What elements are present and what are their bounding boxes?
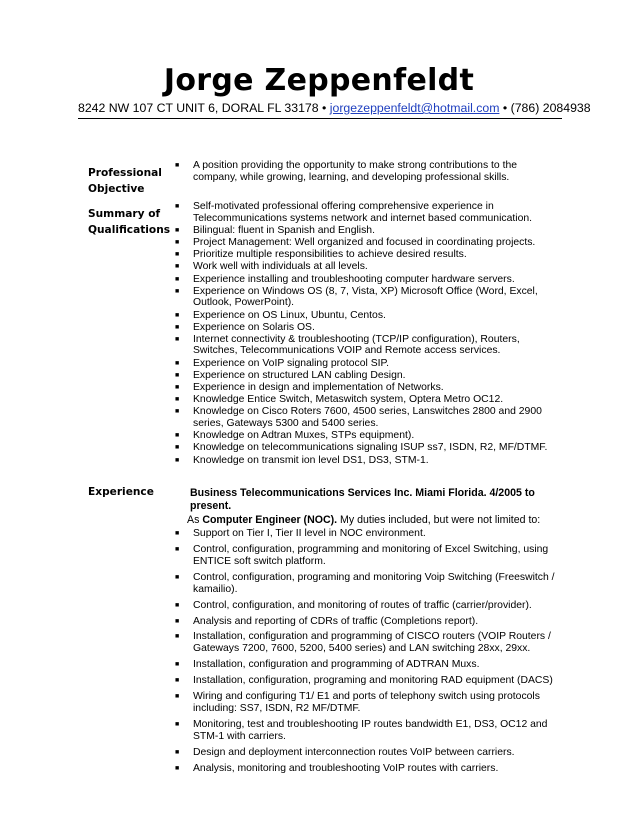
qualifications-list bbox=[172, 201, 562, 467]
list-item: ■ Knowledge Entice Switch, Metaswitch system, Optera Metro OC12. bbox=[175, 394, 504, 406]
list-item: ■ Control, configuration, programming and monitoring of Excel Switching, using ENTICE soft switch platform. bbox=[175, 543, 549, 567]
bullet-icon: ■ bbox=[175, 251, 180, 259]
summary-label-line1: Summary of bbox=[88, 208, 161, 220]
list-item: ■ Knowledge on Cisco Roters 7600, 4500 series, Lanswitches 2800 and 2900 series, Gateways 5300 and 5400 series. bbox=[175, 406, 542, 429]
bullet-icon: ■ bbox=[175, 456, 180, 464]
bullet-icon: ■ bbox=[175, 275, 180, 283]
list-item: ■ Installation, configuration, programing and monitoring RAD equipment (DACS) bbox=[175, 675, 553, 687]
bullet-icon: ■ bbox=[175, 287, 180, 295]
bullet-icon: ■ bbox=[175, 721, 180, 729]
list-item: ■ Bilingual: fluent in Spanish and English. bbox=[175, 224, 375, 236]
list-item: ■ Knowledge on transmit ion level DS1, DS3, STM-1. bbox=[175, 454, 429, 466]
list-item: ■ Analysis and reporting of CDRs of traffic (Completions report). bbox=[175, 615, 479, 627]
list-item: ■ Knowledge on telecommunications signaling ISUP ss7, ISDN, R2, MF/DTMF. bbox=[175, 442, 548, 454]
bullet-icon: ■ bbox=[175, 359, 180, 367]
list-item: ■ Installation, configuration and programming of ADTRAN Muxs. bbox=[175, 659, 480, 671]
bullet-icon: ■ bbox=[175, 748, 180, 756]
bullet-icon: ■ bbox=[175, 396, 180, 404]
bullet-icon: ■ bbox=[175, 263, 180, 271]
list-item: ■ Experience on OS Linux, Ubuntu, Centos. bbox=[175, 309, 386, 321]
bullet-icon: ■ bbox=[175, 432, 180, 440]
experience-label: Experience bbox=[88, 486, 154, 498]
bullet-icon: ■ bbox=[175, 693, 180, 701]
bullet-icon: ■ bbox=[175, 238, 180, 246]
role-prefix: As bbox=[187, 514, 203, 526]
bullet-icon: ■ bbox=[175, 203, 180, 210]
list-item: ■ Experience on structured LAN cabling Design. bbox=[175, 369, 406, 381]
bullet-icon: ■ bbox=[175, 530, 180, 537]
bullet-icon: ■ bbox=[175, 661, 180, 669]
list-item: ■ Installation, configuration and programming of CISCO routers (VOIP Routers / Gateways 7200, 7600, 5200, 5400 series) and LAN switching 28xx, 29xx. bbox=[175, 631, 551, 655]
summary-label-line2: Qualifications bbox=[88, 224, 171, 236]
objective-label bbox=[88, 165, 162, 197]
bullet-icon: ■ bbox=[175, 573, 180, 581]
list-item: ■ Design and deployment interconnection routes VoIP between carriers. bbox=[175, 746, 515, 758]
bullet-icon: ■ bbox=[175, 162, 180, 169]
list-item: ■ Wiring and configuring T1/ E1 and ports of telephony switch using protocols including: SS7, ISDN, R2 MF/DTMF. bbox=[175, 691, 540, 715]
list-item: ■ Control, configuration, and monitoring of routes of traffic (carrier/provider). bbox=[175, 599, 532, 611]
list-item: ■ Experience installing and troubleshooting computer hardware servers. bbox=[175, 273, 515, 285]
address: 8242 NW 107 CT UNIT 6, DORAL FL 33178 bbox=[78, 101, 319, 115]
list-item: ■ Experience in design and implementation of Networks. bbox=[175, 382, 444, 394]
list-item: ■ Analysis, monitoring and troubleshooting VoIP routes with carriers. bbox=[175, 762, 499, 774]
list-item: ■ Experience on Windows OS (8, 7, Vista, XP) Microsoft Office (Word, Excel, Outlook, PowerPoint). bbox=[175, 285, 538, 309]
bullet-icon: ■ bbox=[175, 335, 180, 343]
candidate-name: Jorge Zeppenfeldt bbox=[163, 63, 475, 98]
bullet-icon: ■ bbox=[175, 764, 180, 772]
list-item: ■ Project Management: Well organized and focused in coordinating projects. bbox=[175, 236, 536, 248]
list-item: ■ Experience on Solaris OS. bbox=[175, 321, 315, 333]
header-divider bbox=[78, 118, 562, 119]
list-item: ■ A position providing the opportunity to make strong contributions to the company, while growing, learning, and developing professional skills. bbox=[175, 160, 518, 183]
bullet-icon: ■ bbox=[175, 323, 180, 331]
separator-2: • bbox=[502, 101, 508, 115]
list-item: ■ Support on Tier I, Tier II level in NOC environment. bbox=[175, 528, 426, 539]
bullet-icon: ■ bbox=[175, 677, 180, 685]
role-suffix: My duties included, but were not limited to: bbox=[337, 514, 541, 526]
objective-label-line1: Professional bbox=[88, 167, 162, 179]
objective-label-line2: Objective bbox=[88, 183, 145, 195]
bullet-icon: ■ bbox=[175, 444, 180, 452]
list-item: ■ Experience on VoIP signaling protocol SIP. bbox=[175, 357, 390, 369]
list-item: ■ Prioritize multiple responsibilities to achieve desired results. bbox=[175, 249, 467, 261]
bullet-icon: ■ bbox=[175, 384, 180, 392]
bullet-icon: ■ bbox=[175, 617, 180, 625]
phone: (786) 2084938 bbox=[510, 101, 591, 115]
job-company-line: Business Telecommunications Services Inc. Miami Florida. 4/2005 to present. bbox=[190, 487, 535, 512]
summary-label bbox=[88, 206, 170, 238]
role-title: Computer Engineer (NOC). bbox=[202, 514, 338, 526]
bullet-icon: ■ bbox=[175, 545, 180, 553]
list-item: ■ Monitoring, test and troubleshooting IP routes bandwidth E1, DS3, OC12 and STM-1 with carriers. bbox=[175, 719, 548, 743]
duties-list bbox=[172, 528, 564, 779]
bullet-icon: ■ bbox=[175, 408, 180, 416]
list-item: ■ Work well with individuals at all levels. bbox=[175, 261, 368, 273]
bullet-icon: ■ bbox=[175, 633, 180, 641]
email-link[interactable]: jorgezeppenfeldt@hotmail.com bbox=[329, 101, 500, 115]
contact-line bbox=[78, 101, 591, 116]
bullet-icon: ■ bbox=[175, 371, 180, 379]
bullet-icon: ■ bbox=[175, 226, 180, 234]
list-item: ■ Self-motivated professional offering comprehensive experience in Telecommunications systems network and internet based communication. bbox=[175, 201, 533, 224]
objective-list bbox=[172, 160, 562, 184]
bullet-icon: ■ bbox=[175, 311, 180, 319]
list-item: ■ Internet connectivity & troubleshooting (TCP/IP configuration), Routers, Switches, Telecommunications VOIP and Remote access services. bbox=[175, 333, 520, 357]
separator-1: • bbox=[322, 101, 327, 115]
bullet-icon: ■ bbox=[175, 601, 180, 609]
list-item: ■ Knowledge on Adtran Muxes, STPs equipment). bbox=[175, 430, 415, 442]
list-item: ■ Control, configuration, programing and monitoring Voip Switching (Freeswitch / kamailio). bbox=[175, 571, 555, 595]
job-role-line bbox=[187, 514, 567, 527]
